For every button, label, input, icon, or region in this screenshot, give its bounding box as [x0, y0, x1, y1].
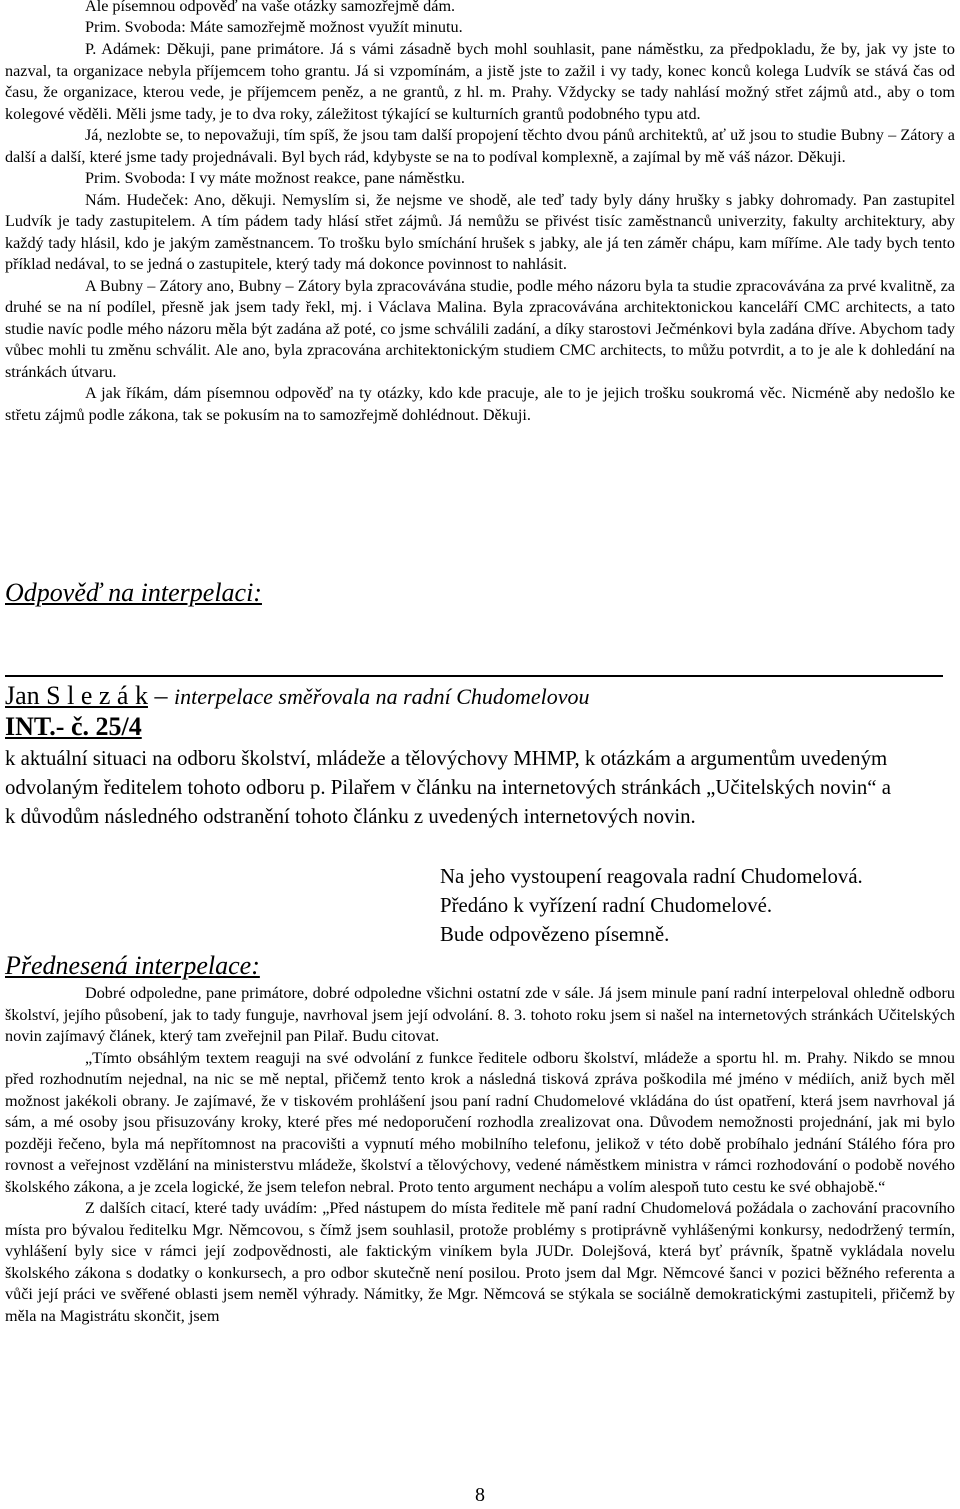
- paragraph: Nám. Hudeček: Ano, děkuji. Nemyslím si, že nejsme ve shodě, ale teď tady byly dány hrušky s jabky dohromady. Pan zastupitel Ludvík je tady zastupitelem. A tím pádem tady hlásí střet zájmů. Já nemůžu se přivést tisíc zaměstnanců univerzity, fakulty architektury, aby každý tady hlásil, kdo je jakým zaměstnancem. To trošku bylo smíchání hrušek s jabky, ale já ten záměr chápu, kam míříme. Ale tady bych tento příklad nedával, to se jedná o zastupitele, který tady má dokonce povinnost to nahlásit.: [5, 190, 955, 273]
- paragraph: Prim. Svoboda: I vy máte možnost reakce, pane náměstku.: [85, 169, 465, 187]
- interpelace-author-line: Jan S l e z á k – interpelace směřovala na radní Chudomelovou: [5, 681, 590, 710]
- paragraph: A Bubny – Zátory ano, Bubny – Zátory byla zpracovávána studie, podle mého názoru byla ta studie zpracovávána za prvé kvalitně, za druhé se na ní podílel, přesně jak jsem tady řekl, mj. i Václava Malina. Byla zpracovávána architektonickou kanceláří CMC architects, a tato studie navíc podle mého názoru měla být zadána až poté, co jsme schválili zadání, a díky starostovi Ječménkovi byla zadána dříve. Abychom tady vůbec mohli tu změnu schválit. Ale ano, byla zpracována architektonickým studiem CMC architects, to můžu potvrdit, a to je ale k dohledání na stránkách útvaru.: [5, 276, 955, 381]
- response-line: Bude odpovězeno písemně.: [440, 923, 670, 946]
- interpelace-subject: k aktuální situaci na odboru školství, mládeže a tělovýchovy MHMP, k otázkám a argumentům uvedeným odvolaným ředitelem tohoto odboru p. Pilařem v článku na internetových stránkách „Učitelských novin“ a k důvodům následného odstranění tohoto článku z uvedených internetových novin.: [5, 747, 891, 828]
- paragraph: „Tímto obsáhlým textem reaguji na své odvolání z funkce ředitele odboru školství, mládeže a sportu hl. m. Prahy. Nikdo se mnou před rozhodnutím nejednal, na nic se mě neptal, přičemž tento krok a následná tisková zpráva poškodila mé jméno v médiích, aniž bych měl možnost jakékoli obrany. Je zajímavé, že v tiskovém prohlášení jsou paní radní Chudomelové vkládána do úst opatření, která jsem navrhoval já sám, a mé osoby jsou přisuzovány kroky, které přes mé nedoporučení rozhodla zrealizovat ona. Důvodem nemožnosti projednání, jak mi bylo později řečeno, byla má nepřítomnost na pracovišti a vypnutí mého mobilního telefonu, jelikož v této době probíhalo jednání Stálého fóra pro rovnost a veřejnost vzdělání na ministerstvu mládeže, školství a tělovýchovy, vedené náměstkem ministra v rámci rozhodování o podobě nového školského zákona, a je zcela logické, že jsem telefon nebral. Proto tento argument nechápu a volím alespoň tuto cestu ke své obhajobě.“: [5, 1048, 955, 1196]
- presented-heading: Přednesená interpelace:: [5, 951, 260, 980]
- paragraph: Já, nezlobte se, to nepovažuji, tím spíš, že jsou tam další propojení těchto dvou pánů architektů, ať už jsou to studie Bubny – Zátory a další a další, které jsme tady projednávali. Byl bych rád, kdybyste se na to podíval komplexně, a zajímal by mě váš názor. Děkuji.: [5, 126, 955, 166]
- paragraph: Dobré odpoledne, pane primátore, dobré odpoledne všichni ostatní zde v sále. Já jsem minule paní radní interpeloval ohledně odboru školství, jejího působení, jak to tady funguje, navrhoval jsem její odvolání. 8. 3. tohoto roku jsem si našel na internetových stránkách Učitelských novin zajímavý článek, který tam zveřejnil pan Pilař. Budu citovat.: [5, 984, 955, 1045]
- response-line: Na jeho vystoupení reagovala radní Chudomelová.: [440, 865, 863, 888]
- paragraph: A jak říkám, dám písemnou odpověď na ty otázky, kdo kde pracuje, ale to je jejich trošku soukromá věc. Nicméně aby nedošlo ke střetu zájmů podle zákona, tak se pokusím na to samozřejmě dohlédnout. Děkuji.: [5, 384, 955, 424]
- interpelace-target: interpelace směřovala na radní Chudomelovou: [173, 684, 590, 709]
- interpelace-number: INT.- č. 25/4: [5, 712, 142, 741]
- text-line: Ale písemnou odpověď na vaše otázky samozřejmě dám.: [85, 0, 456, 15]
- paragraph: P. Adámek: Děkuji, pane primátore. Já s vámi zásadně bych mohl souhlasit, pane náměstku, za předpokladu, že by, jak vy jste to nazval, ta organizace nebyla příjemcem toho grantu. Já si vzpomínám, a jistě jste to zažil i vy tady, konec konců kolega Ludvík se stává čas od času, že organizace, kterou vede, je příjemcem peněz, a ne grantů, z hl. m. Prahy. Vždycky se tady nahlásí možný střet zájmů atd., aby o tom kolegové věděli. Měli jsme tady, je to dva roky, záležitost týkající se kulturních grantů podobného typu atd.: [5, 40, 955, 123]
- author-name: Jan S l e z á k: [5, 681, 148, 710]
- page-number: 8: [475, 1484, 485, 1506]
- answer-heading: Odpověď na interpelaci:: [5, 578, 262, 607]
- text-line: Prim. Svoboda: Máte samozřejmě možnost využít minutu.: [85, 18, 463, 36]
- paragraph: Z dalších citací, které tady uvádím: „Před nástupem do místa ředitele mě paní radní Chudomelová požádala o zachování pracovního místa pro bývalou ředitelku Mgr. Němcovou, s čímž jsem souhlasil, protože problémy s protiprávně vyhlášenými konkursy, nedodržený termín, vyhlášení byly sice v rámci její zodpovědnosti, ale faktickým viníkem byla JUDr. Dolejšová, která byť právník, špatně vykládala novelu školského zákona s dodatky o konkursech, a pro odbor skutečně není posilou. Proto jsem dal Mgr. Němcové šanci v pozici běžného referenta a vůči její práci ve svěřené oblasti jsem neměl výhrady. Námitky, že Mgr. Němcová se stýkala se sociálně demokratickými zastupiteli, přičemž by měla na Magistrátu skončit, jsem: [5, 1199, 955, 1325]
- divider: [5, 675, 943, 677]
- response-line: Předáno k vyřízení radní Chudomelové.: [440, 894, 773, 917]
